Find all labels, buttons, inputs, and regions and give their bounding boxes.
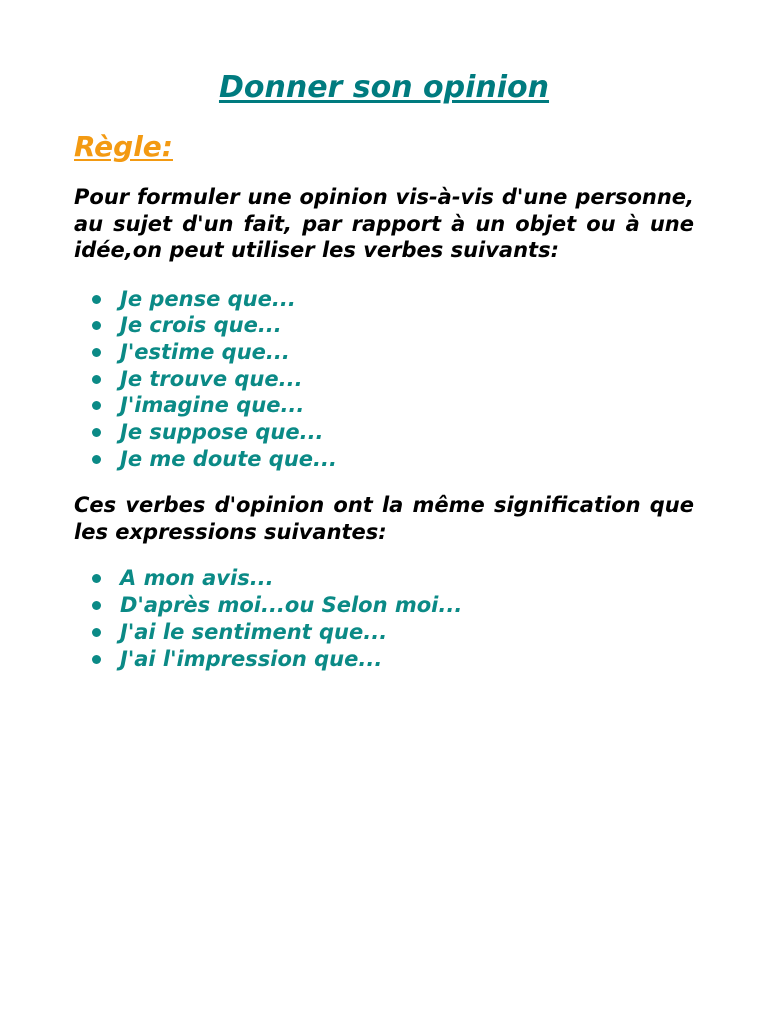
list-item — [90, 646, 694, 673]
bullet-icon — [92, 601, 101, 610]
page-title: Donner son opinion — [218, 70, 550, 105]
list-item-label: A mon avis... — [120, 566, 274, 591]
list-item-label: Je trouve que... — [120, 366, 303, 391]
list-item — [90, 446, 694, 473]
list-item — [90, 366, 694, 393]
list-item-label: J'imagine que... — [120, 393, 305, 418]
bullet-icon — [92, 321, 101, 330]
list-item — [90, 392, 694, 419]
list-item — [90, 339, 694, 366]
list-item-label: Je crois que... — [120, 313, 282, 338]
list-item-label: Je me doute que... — [120, 446, 337, 471]
bullet-icon — [92, 401, 101, 410]
intro-paragraph: Pour formuler une opinion vis-à-vis d'une personne, au sujet d'un fait, par rapport à un objet ou à une idée,on peut utiliser les verbes suivants: — [74, 185, 694, 262]
bullet-icon — [92, 655, 101, 664]
list-item-label: D'après moi...ou Selon moi... — [120, 593, 463, 618]
list-item — [90, 286, 694, 313]
bullet-icon — [92, 455, 101, 464]
expressions-list — [74, 565, 694, 672]
list-item-label: Je suppose que... — [120, 420, 324, 445]
list-item-label: J'estime que... — [120, 339, 290, 364]
list-item — [90, 619, 694, 646]
expressions-paragraph: Ces verbes d'opinion ont la même signification que les expressions suivantes: — [74, 493, 694, 544]
list-item — [90, 592, 694, 619]
list-item — [90, 312, 694, 339]
list-item-label: J'ai le sentiment que... — [120, 619, 388, 644]
list-item — [90, 565, 694, 592]
list-item — [90, 419, 694, 446]
bullet-icon — [92, 574, 101, 583]
bullet-icon — [92, 628, 101, 637]
list-item-label: Je pense que... — [120, 286, 296, 311]
rule-heading: Règle: — [74, 130, 173, 163]
bullet-icon — [92, 348, 101, 357]
bullet-icon — [92, 295, 101, 304]
bullet-icon — [92, 375, 101, 384]
verbs-list — [74, 286, 694, 473]
bullet-icon — [92, 428, 101, 437]
list-item-label: J'ai l'impression que... — [120, 646, 383, 671]
